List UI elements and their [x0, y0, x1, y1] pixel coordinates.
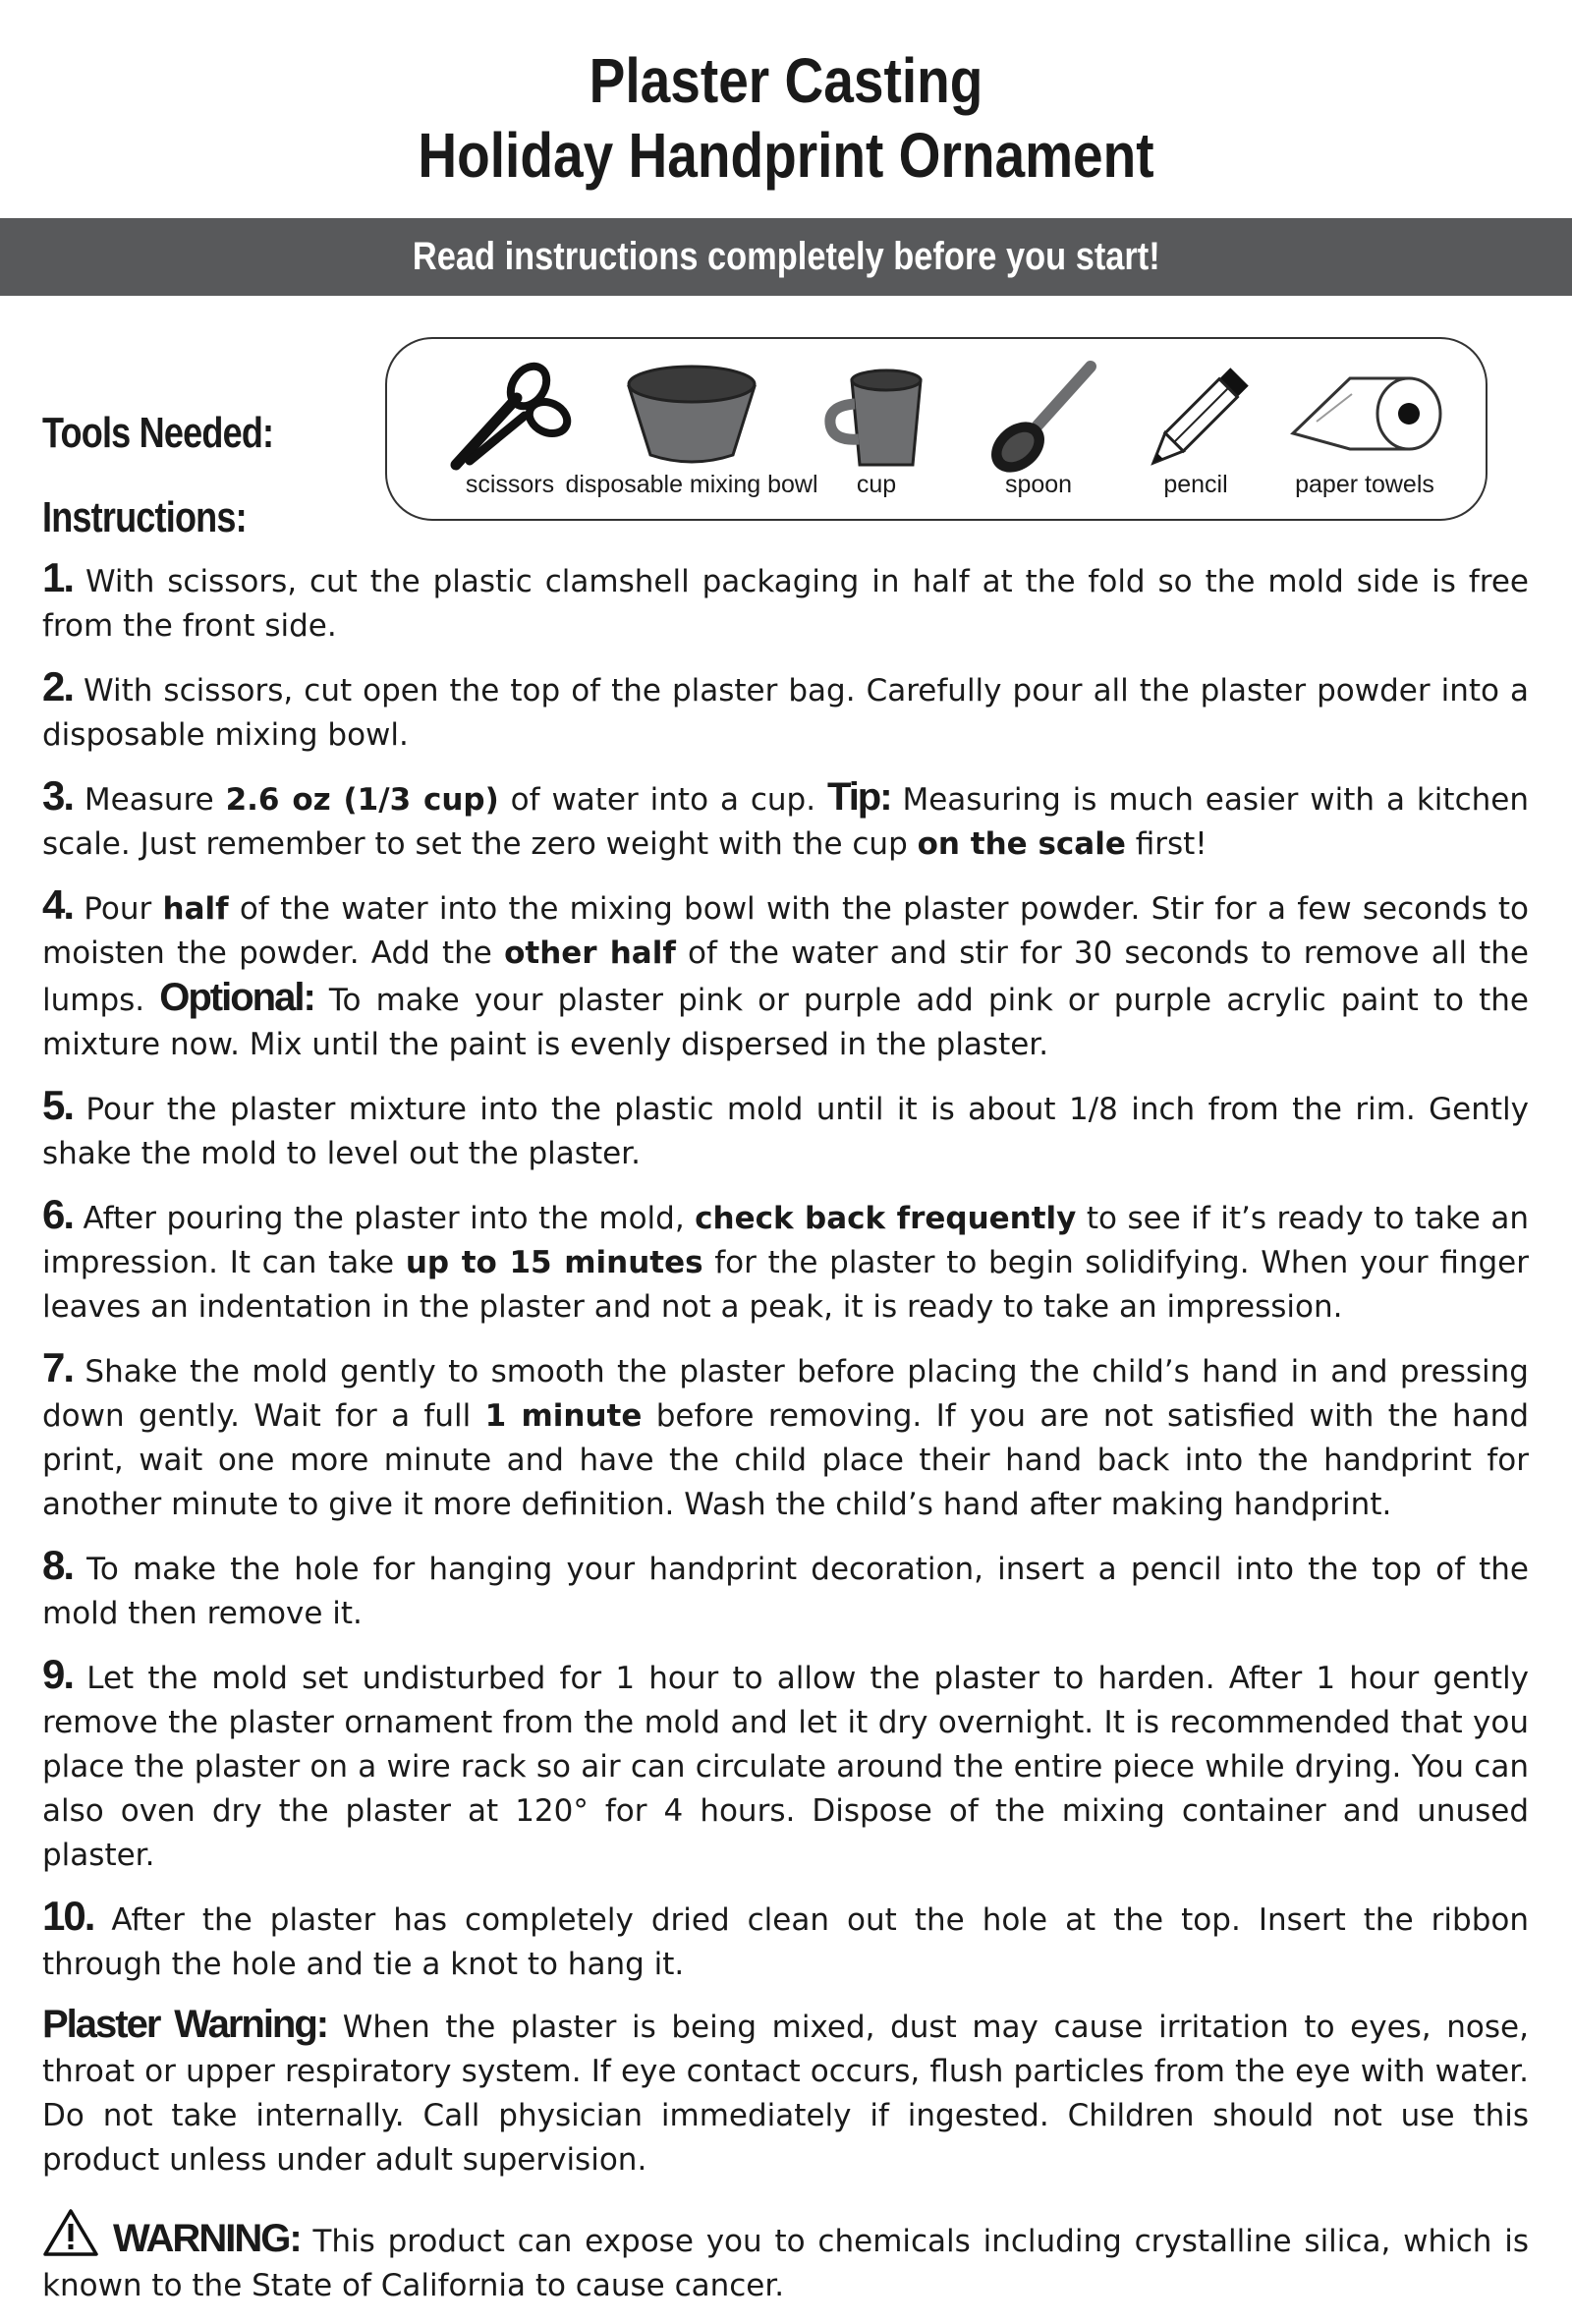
step-text: Pour the plaster mixture into the plastic mold until it is about 1/8 inch from the rim. Gently shake the mold to level out the plaster. — [42, 1092, 1529, 1171]
prop65-warning — [42, 2208, 1529, 2308]
bold-text: up to 15 minutes — [405, 1245, 703, 1280]
tools-panel — [385, 337, 1488, 521]
step-text: To make your plaster pink or purple add pink or purple acrylic paint to the mixture now. Mix until the paint is evenly dispersed in the plaster. — [42, 983, 1529, 1062]
banner-text: Read instructions completely before you start! — [412, 235, 1160, 278]
tool-bowl — [564, 339, 819, 523]
instructions-heading: Instructions: — [42, 493, 247, 541]
tool-cup — [817, 339, 935, 523]
tools-heading: Tools Needed: — [42, 409, 274, 457]
instruction-step — [42, 1345, 1529, 1527]
step-number: 3. — [42, 772, 74, 819]
step-text: Let the mold set undisturbed for 1 hour to allow the plaster to harden. After 1 hour gently remove the plaster ornament from the mold and let it dry overnight. It is recommended that you place the plaster on a wire rack so air can circulate around the entire piece while drying. You can also oven dry the plaster at 120° for 4 hours. Dispose of the mixing container and unused plaster. — [42, 1661, 1529, 1873]
warning-text: This product can expose you to chemicals including crystalline silica, which is known to the State of California to cause cancer. — [42, 2224, 1529, 2303]
tool-label: spoon — [1004, 471, 1073, 498]
step-text: Pour — [73, 891, 163, 927]
instruction-step — [42, 1894, 1529, 1987]
title-line-1: Plaster Casting — [589, 45, 983, 116]
step-text: After pouring the plaster into the mold, — [73, 1201, 696, 1236]
step-text: Shake the mold gently to smooth the plaster before placing the child’s hand in and pressing down gently. Wait for a full — [42, 1354, 1529, 1434]
instruction-banner — [0, 218, 1572, 296]
step-text: After the plaster has completely dried clean out the hole at the top. Insert the ribbon through the hole and tie a knot to hang it. — [42, 1902, 1529, 1982]
step-number: 1. — [42, 554, 74, 600]
step-text: to see if it’s ready to take an impression. It can take — [42, 1201, 1529, 1280]
step-number: 6. — [42, 1191, 74, 1237]
warning-triangle-icon — [42, 2208, 99, 2257]
tool-label: cup — [856, 471, 897, 498]
inline-heading: Optional: — [159, 976, 314, 1019]
paper-towels-icon — [1281, 365, 1448, 473]
step-number: 8. — [42, 1542, 74, 1588]
bold-text: check back frequently — [695, 1201, 1077, 1236]
step-text: of water into a cup. — [498, 782, 827, 818]
page-title — [110, 43, 1462, 193]
spoon-icon — [975, 357, 1102, 480]
step-text: of the water into the mixing bowl with the plaster powder. Stir for a few seconds to moisten the powder. Add the — [42, 891, 1530, 971]
pencil-icon — [1132, 357, 1260, 484]
instruction-step — [42, 773, 1529, 867]
tool-label: scissors — [465, 471, 555, 498]
step-number: 7. — [42, 1344, 74, 1390]
plaster-warning-label: Plaster Warning: — [42, 2003, 328, 2046]
tool-label: disposable mixing bowl — [565, 471, 818, 498]
instruction-step — [42, 1652, 1529, 1878]
step-text: To make the hole for hanging your handprint decoration, insert a pencil into the top of the mold then remove it. — [42, 1552, 1529, 1631]
instruction-step — [42, 664, 1529, 758]
step-number: 4. — [42, 881, 74, 928]
bold-text: 2.6 oz (1/3 cup) — [225, 782, 499, 818]
step-number: 9. — [42, 1651, 74, 1697]
warning-label: WARNING: — [113, 2217, 301, 2260]
bowl-icon — [623, 361, 760, 469]
tool-label: pencil — [1163, 471, 1228, 498]
step-number: 2. — [42, 663, 74, 709]
step-text: of the water and stir for 30 seconds to remove all the lumps. — [42, 935, 1530, 1018]
step-text: first! — [1125, 826, 1207, 862]
step-text: for the plaster to begin solidifying. When your finger leaves an indentation in the plaster and not a peak, it is ready to take an impression. — [42, 1245, 1530, 1325]
tool-paper-towels — [1271, 339, 1458, 523]
bold-text: other half — [504, 935, 676, 971]
step-text: With scissors, cut the plastic clamshell packaging in half at the fold so the mold side is free from the front side. — [42, 564, 1529, 644]
inline-heading: Tip: — [826, 775, 891, 819]
cup-icon — [822, 363, 930, 471]
step-text: before removing. If you are not satisfied with the hand print, wait one more minute and have the child place their hand back into the handprint for another minute to give it more definition. Wash the child’s hand after making handprint. — [42, 1398, 1529, 1522]
step-number: 5. — [42, 1082, 74, 1128]
scissors-icon — [446, 359, 574, 477]
instruction-step — [42, 882, 1529, 1067]
instruction-step — [42, 555, 1529, 649]
instruction-steps — [42, 555, 1529, 2324]
instruction-step — [42, 1543, 1529, 1636]
bold-text: on the scale — [917, 826, 1126, 862]
tool-spoon — [965, 339, 1112, 523]
plaster-warning-text: When the plaster is being mixed, dust may cause irritation to eyes, nose, throat or upper respiratory system. If eye contact occurs, flush particles from the eye with water. Do not take internally. Call physician immediately if ingested. Children should not use this product unless under adult supervision. — [42, 2010, 1529, 2178]
step-number: 10. — [42, 1893, 94, 1939]
tool-label: paper towels — [1295, 471, 1434, 498]
title-line-2: Holiday Handprint Ornament — [418, 120, 1154, 191]
step-text: Measuring is much easier with a kitchen scale. Just remember to set the zero weight with the cup — [42, 782, 1529, 862]
instruction-step — [42, 1083, 1529, 1176]
bold-text: 1 minute — [484, 1398, 643, 1434]
bold-text: half — [162, 891, 229, 927]
tool-pencil — [1122, 339, 1269, 523]
plaster-warning — [42, 2003, 1529, 2182]
instruction-step — [42, 1192, 1529, 1330]
step-text: With scissors, cut open the top of the plaster bag. Carefully pour all the plaster powder into a disposable mixing bowl. — [42, 673, 1529, 753]
step-text: Measure — [73, 782, 226, 818]
